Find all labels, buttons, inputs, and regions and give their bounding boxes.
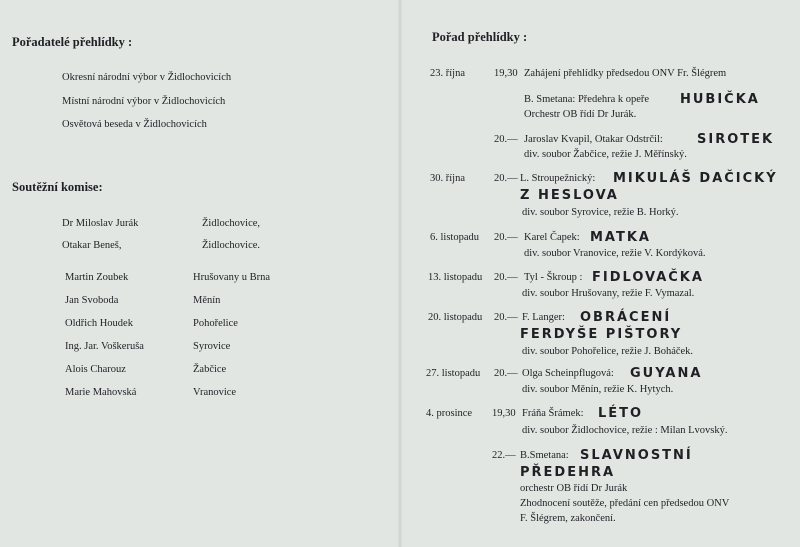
committee-member-name: Jan Svoboda — [65, 295, 119, 306]
event-author: Jaroslav Kvapil, Otakar Odstrčil: — [524, 134, 663, 145]
event-date: 23. října — [430, 68, 465, 79]
organizer-item: Místní národní výbor v Židlochovicích — [62, 96, 226, 107]
event-title: SLAVNOSTNÍ — [580, 448, 693, 463]
event-date: 4. prosince — [426, 408, 473, 419]
event-time: 20.— — [494, 272, 518, 283]
event-date: 30. října — [430, 173, 465, 184]
event-description: F. Šlégrem, zakončení. — [520, 513, 616, 524]
event-author: F. Langer: — [522, 312, 565, 323]
event-date: 6. listopadu — [430, 232, 479, 243]
event-title: MATKA — [590, 230, 651, 245]
committee-member-place: Židlochovice. — [202, 240, 261, 251]
event-author: Tyl - Škroup : — [524, 272, 583, 283]
event-author: Karel Čapek: — [524, 232, 580, 243]
event-ensemble: div. soubor Vranovice, režie V. Kordýková. — [524, 248, 706, 259]
committee-heading: Soutěžní komise: — [12, 180, 103, 194]
organizers-heading: Pořadatelé přehlídky : — [12, 35, 133, 49]
committee-member-name: Ing. Jar. Voškeruša — [65, 341, 144, 352]
event-title: FERDYŠE PIŠTORY — [520, 327, 683, 342]
committee-member-name: Martin Zoubek — [65, 272, 129, 283]
event-author: Olga Scheinpflugová: — [522, 368, 614, 379]
event-title: PŘEDEHRA — [520, 465, 616, 480]
committee-member-name: Oldřich Houdek — [65, 318, 133, 329]
committee-member-place: Pohořelice — [193, 318, 238, 329]
committee-member-name: Otakar Beneš, — [62, 240, 122, 251]
organizer-item: Osvětová beseda v Židlochovicích — [62, 119, 207, 130]
event-title: MIKULÁŠ DAČICKÝ — [613, 171, 778, 186]
event-description: Zhodnocení soutěže, předání cen předsedou ONV — [520, 498, 730, 509]
event-ensemble: div. soubor Pohořelice, režie J. Boháček. — [522, 346, 694, 357]
event-author: Fráňa Šrámek: — [522, 408, 584, 419]
event-ensemble: div. soubor Měnín, režie K. Hytych. — [522, 384, 674, 395]
event-title: OBRÁCENÍ — [580, 310, 672, 325]
event-ensemble: Orchestr OB řídí Dr Jurák. — [524, 109, 637, 120]
event-date: 20. listopadu — [428, 312, 483, 323]
event-time: 19,30 — [492, 408, 516, 419]
committee-member-place: Hrušovany u Brna — [193, 272, 270, 283]
event-time: 20.— — [494, 134, 518, 145]
event-description: Zahájení přehlídky předsedou ONV Fr. Šlégrem — [524, 68, 727, 79]
event-time: 20.— — [494, 312, 518, 323]
event-ensemble: div. soubor Syrovice, režie B. Horký. — [522, 207, 679, 218]
committee-member-place: Vranovice — [193, 387, 237, 398]
organizer-item: Okresní národní výbor v Židlochovicích — [62, 72, 232, 83]
event-author: B.Smetana: — [520, 450, 569, 461]
committee-member-place: Měnín — [193, 295, 221, 306]
event-time: 20.— — [494, 232, 518, 243]
event-ensemble: div. soubor Žabčice, režie J. Měřínský. — [524, 149, 687, 160]
committee-member-place: Žabčice — [193, 364, 227, 375]
event-author: L. Stroupežnický: — [520, 173, 596, 184]
committee-member-place: Syrovice — [193, 341, 231, 352]
event-ensemble: div. soubor Hrušovany, režie F. Vymazal. — [522, 288, 695, 299]
committee-member-name: Alois Charouz — [65, 364, 126, 375]
event-date: 27. listopadu — [426, 368, 481, 379]
event-title: Z HESLOVA — [520, 188, 619, 203]
event-ensemble: div. soubor Židlochovice, režie : Milan Lvovský. — [522, 425, 728, 436]
event-time: 20.— — [494, 173, 518, 184]
page-fold — [398, 0, 402, 547]
event-title: FIDLOVAČKA — [592, 270, 704, 285]
event-date: 13. listopadu — [428, 272, 483, 283]
committee-member-name: Marie Mahovská — [65, 387, 137, 398]
committee-member-name: Dr Miloslav Jurák — [62, 218, 139, 229]
event-time: 22.— — [492, 450, 516, 461]
event-time: 19,30 — [494, 68, 518, 79]
event-title: LÉTO — [598, 406, 644, 421]
event-title: HUBIČKA — [680, 92, 760, 107]
event-ensemble: orchestr OB řídí Dr Jurák — [520, 483, 628, 494]
event-title: SIROTEK — [697, 132, 775, 147]
event-time: 20.— — [494, 368, 518, 379]
event-title: GUYANA — [630, 366, 703, 381]
program-heading: Pořad přehlídky : — [432, 30, 528, 44]
event-author: B. Smetana: Předehra k opeře — [524, 94, 650, 105]
committee-member-place: Židlochovice, — [202, 218, 261, 229]
